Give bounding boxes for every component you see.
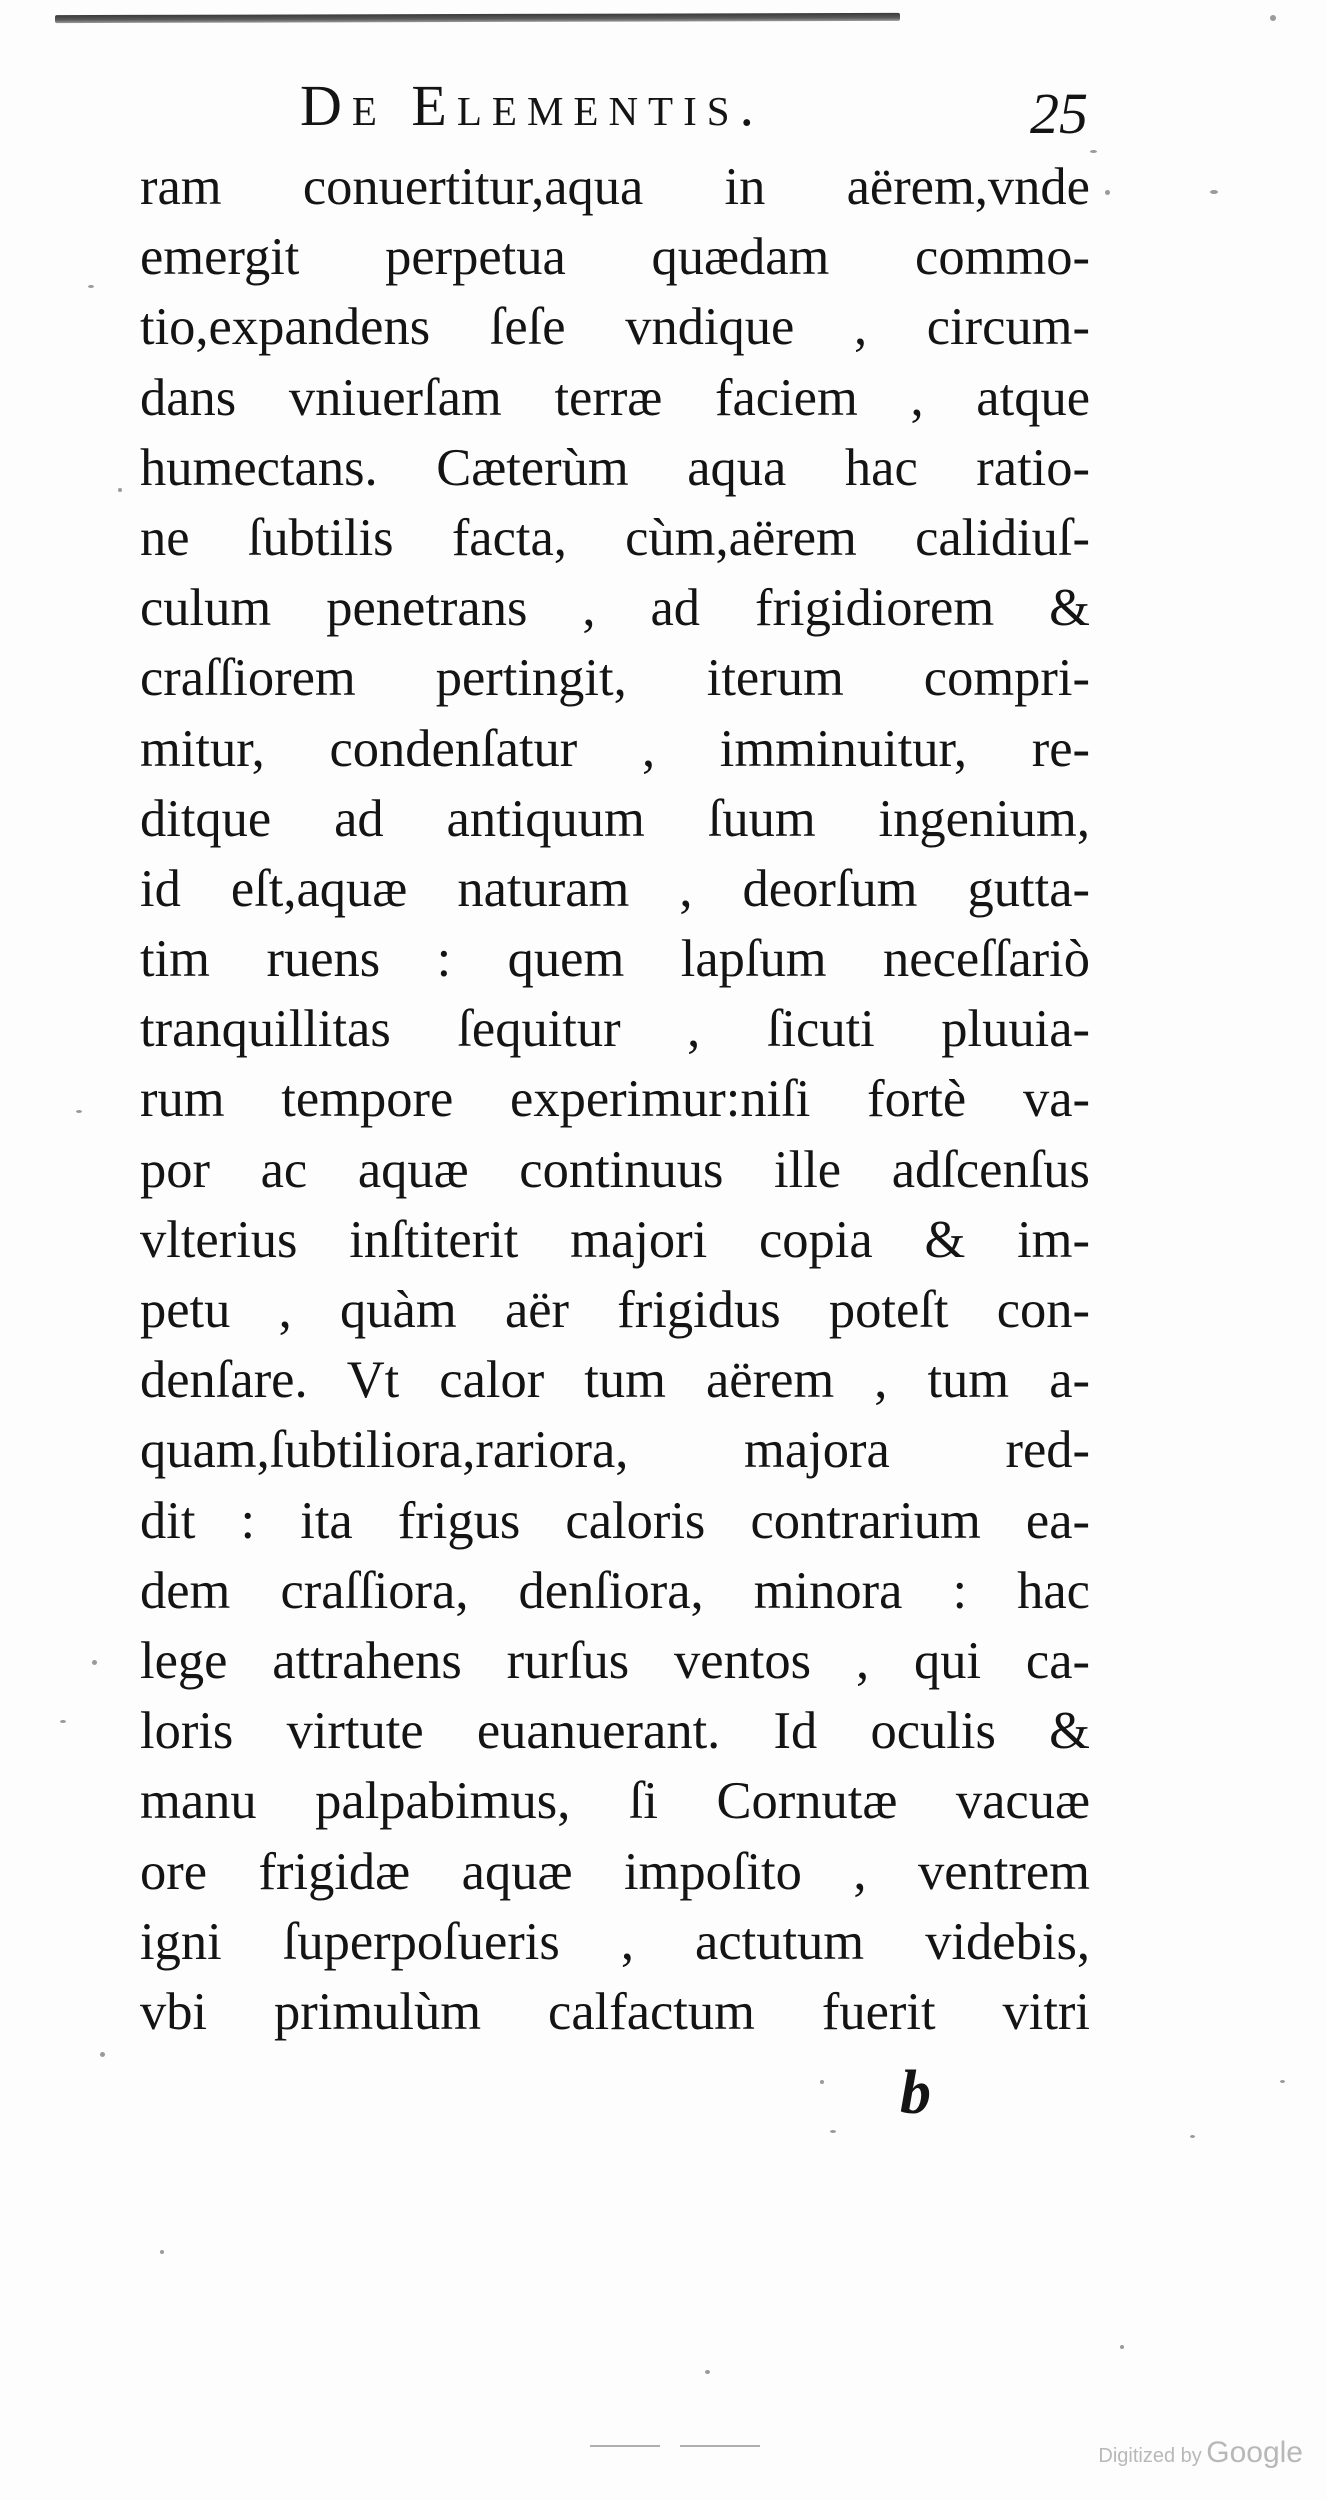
- scan-speck: [1190, 2135, 1195, 2138]
- page-number: 25: [1030, 81, 1088, 146]
- text-line: tim ruens : quem lapſum neceſſariò: [140, 930, 1090, 989]
- scan-speck: [160, 2250, 164, 2254]
- text-line: petu , quàm aër frigidus poteſt con-: [140, 1281, 1090, 1339]
- text-line: mitur, condenſatur , imminuitur, re-: [140, 719, 1090, 778]
- scan-speck: [820, 2080, 824, 2084]
- text-line: humectans. Cæterùm aqua hac ratio-: [140, 438, 1090, 497]
- scan-speck: [76, 1110, 82, 1113]
- bottom-dash: [590, 2445, 660, 2447]
- text-line: dit : ita frigus caloris contrarium ea-: [140, 1491, 1090, 1550]
- scan-speck: [1090, 150, 1097, 153]
- scan-speck: [1270, 15, 1276, 21]
- text-line: tranquillitas ſequitur , ſicuti pluuia-: [140, 1000, 1090, 1059]
- scan-speck: [1120, 2345, 1124, 2349]
- scan-speck: [60, 1720, 66, 1723]
- scan-speck: [92, 1660, 97, 1665]
- text-line: craſſiorem pertingit, iterum compri-: [140, 649, 1090, 708]
- text-line: ne ſubtilis facta, cùm,aërem calidiuſ-: [140, 508, 1090, 567]
- signature-mark: b: [900, 2059, 931, 2127]
- text-line: loris virtute euanuerant. Id oculis &: [140, 1702, 1090, 1761]
- text-line: dem craſſiora, denſiora, minora : hac: [140, 1561, 1090, 1620]
- text-line: rum tempore experimur:niſi fortè va-: [140, 1070, 1090, 1129]
- text-line: por ac aquæ continuus ille adſcenſus: [140, 1140, 1090, 1199]
- text-line: ore frigidæ aquæ impoſito , ventrem: [140, 1842, 1090, 1901]
- google-logo: Google: [1206, 2436, 1303, 2469]
- body-text: [140, 152, 1090, 2047]
- text-line: manu palpabimus, ſi Cornutæ vacuæ: [140, 1772, 1090, 1831]
- scan-speck: [88, 285, 94, 288]
- scan-speck: [100, 2052, 105, 2057]
- text-line: tio,expandens ſeſe vndique , circum-: [140, 298, 1090, 357]
- scan-speck: [830, 2130, 836, 2133]
- text-line: vbi primulùm calfactum fuerit vitri: [140, 1982, 1090, 2041]
- text-line: ram conuertitur,aqua in aërem,vnde: [140, 158, 1090, 216]
- scan-speck: [705, 2370, 710, 2374]
- text-line: dans vniuerſam terræ faciem , atque: [140, 368, 1090, 427]
- scan-speck: [1280, 2080, 1285, 2083]
- text-line: denſare. Vt calor tum aërem , tum a-: [140, 1351, 1090, 1410]
- text-line: emergit perpetua quædam commo-: [140, 228, 1090, 287]
- text-line: id eſt,aquæ naturam , deorſum gutta-: [140, 859, 1090, 918]
- bottom-dash: [680, 2445, 760, 2447]
- scan-speck: [118, 488, 122, 492]
- scan-speck: [1105, 190, 1110, 195]
- text-line: lege attrahens rurſus ventos , qui ca-: [140, 1631, 1090, 1690]
- watermark-prefix: Digitized by: [1098, 2445, 1202, 2467]
- top-rule: [55, 13, 900, 23]
- text-line: vlterius inſtiterit majori copia & im-: [140, 1210, 1090, 1269]
- scan-speck: [1210, 190, 1218, 194]
- running-title: De Elementis.: [300, 73, 765, 138]
- text-line: ditque ad antiquum ſuum ingenium,: [140, 789, 1090, 848]
- text-line: culum penetrans , ad frigidiorem &: [140, 579, 1090, 638]
- text-line: quam,ſubtiliora,rariora, majora red-: [140, 1421, 1090, 1480]
- text-line: igni ſuperpoſueris , actutum videbis,: [140, 1912, 1090, 1971]
- digitized-watermark: [1098, 2436, 1303, 2470]
